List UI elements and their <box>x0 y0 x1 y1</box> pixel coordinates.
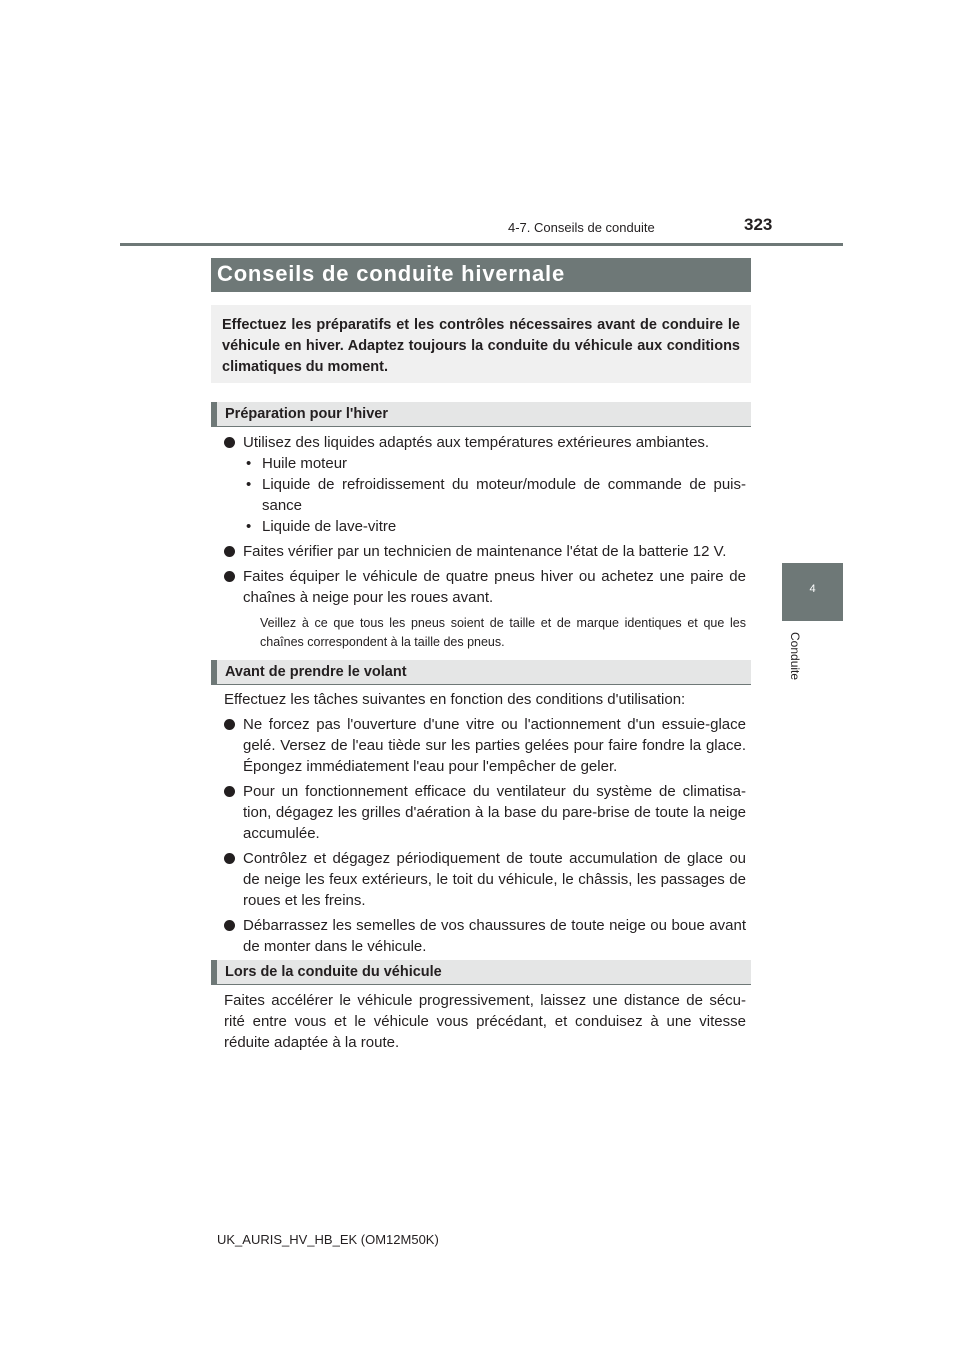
list-item-text: Ne forcez pas l'ouverture d'une vitre ou l'actionnement d'un essuie-glace gelé. Versez de l'eau tiède sur les parties gelées pour faire fondre la glace. Épongez immédiatement l'eau pour l'empêcher de geler. <box>243 716 746 775</box>
list-item-text: Contrôlez et dégagez périodiquement de toute accumulation de glace ou de neige les feux extérieurs, le toit du véhicule, le châssis, les passages de roues et les freins. <box>243 850 746 909</box>
note-text: Veillez à ce que tous les pneus soient de taille et de marque identiques et que les chaînes correspondent à la taille des pneus. <box>260 616 746 649</box>
bullet-icon <box>224 546 235 557</box>
sub-list-item <box>224 453 746 474</box>
list-item-text: Faites vérifier par un technicien de maintenance l'état de la batterie 12 V. <box>243 543 727 560</box>
list-item <box>224 541 746 562</box>
section-heading-text: Lors de la conduite du véhicule <box>225 964 442 980</box>
sub-list-item <box>224 516 746 537</box>
sub-list-item <box>224 474 746 516</box>
page-number: 323 <box>744 215 773 234</box>
list-item-text: Débarrassez les semelles de vos chaussures de toute neige ou boue avant de monter dans le véhicule. <box>243 917 746 955</box>
section-heading-before-driving <box>211 660 751 685</box>
list-item <box>224 781 746 844</box>
sub-list-item-text: Huile moteur <box>262 455 348 472</box>
section-heading-text: Préparation pour l'hiver <box>225 406 388 422</box>
document-code-footer: UK_AURIS_HV_HB_EK (OM12M50K) <box>217 1232 439 1247</box>
bullet-icon <box>224 853 235 864</box>
winter-prep-content <box>224 432 746 652</box>
header-section-title: 4-7. Conseils de conduite <box>508 220 655 235</box>
list-item <box>224 848 746 911</box>
list-item <box>224 915 746 957</box>
bullet-icon <box>224 719 235 730</box>
sub-bullet-icon: • <box>246 476 252 493</box>
chapter-label <box>786 632 806 692</box>
sub-list-item-text: Liquide de lave-vitre <box>262 518 397 535</box>
section-heading-text: Avant de prendre le volant <box>225 664 407 680</box>
paragraph: Effectuez les tâches suivantes en fonction des conditions d'utilisation: <box>224 691 686 708</box>
bullet-icon <box>224 920 235 931</box>
sub-bullet-icon: • <box>246 455 252 472</box>
chapter-tab <box>782 563 843 621</box>
heading-accent <box>211 660 217 684</box>
intro-text: Effectuez les préparatifs et les contrôles nécessaires avant de conduire le véhicule en hiver. Adaptez toujours la conduite du véhicule aux conditions climatiques du moment. <box>222 317 740 375</box>
heading-accent <box>211 402 217 426</box>
bullet-icon <box>224 571 235 582</box>
list-item-text: Pour un fonctionnement efficace du ventilateur du système de climatisa-tion, dégagez les grilles d'aération à la base du pare-brise de toute la neige accumulée. <box>243 783 746 842</box>
bullet-icon <box>224 786 235 797</box>
page-title: Conseils de conduite hivernale <box>217 261 565 286</box>
paragraph: Faites accélérer le véhicule progressivement, laissez une distance de sécu-rité entre vous et le véhicule vous précédant, et conduisez à une vitesse réduite adaptée à la route. <box>224 992 746 1051</box>
header-divider <box>120 243 843 246</box>
while-driving-content <box>224 990 746 1053</box>
chapter-label-text: Conduite <box>788 632 802 681</box>
section-heading-while-driving <box>211 960 751 985</box>
list-item <box>224 432 746 453</box>
section-heading-winter-prep <box>211 402 751 427</box>
intro-box <box>211 305 751 383</box>
chapter-number: 4 <box>809 583 816 595</box>
list-item <box>224 566 746 608</box>
heading-accent <box>211 960 217 984</box>
page-title-bar <box>211 258 751 292</box>
list-item-text: Faites équiper le véhicule de quatre pneus hiver ou achetez une paire de chaînes à neige pour les roues avant. <box>243 568 746 606</box>
before-driving-content <box>224 689 746 957</box>
list-item-text: Utilisez des liquides adaptés aux températures extérieures ambiantes. <box>243 434 710 451</box>
sub-list-item-text: Liquide de refroidissement du moteur/module de commande de puis-sance <box>262 476 746 514</box>
bullet-icon <box>224 437 235 448</box>
sub-bullet-icon: • <box>246 518 252 535</box>
list-item <box>224 714 746 777</box>
